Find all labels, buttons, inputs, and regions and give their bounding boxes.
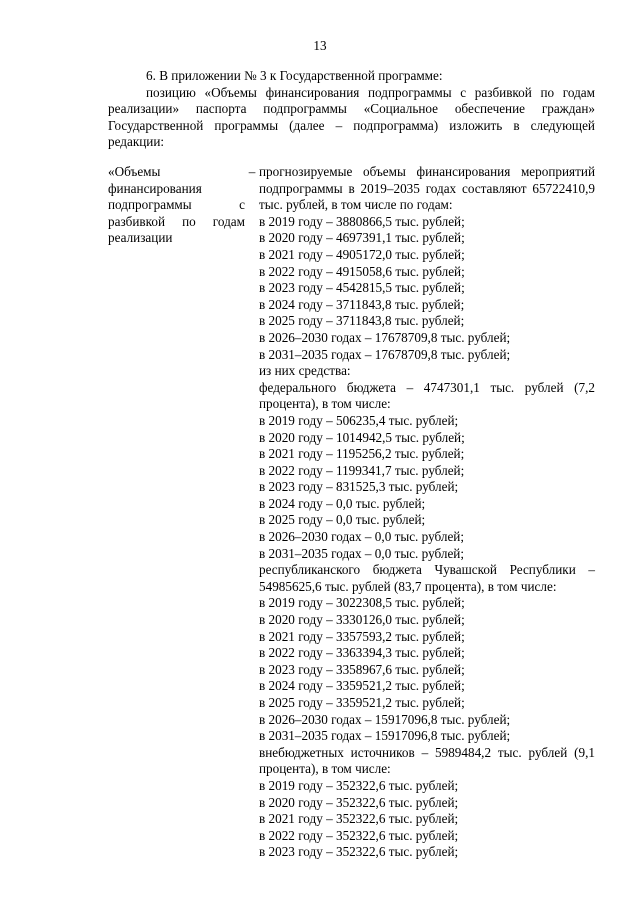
financing-line: в 2025 году – 0,0 тыс. рублей; <box>259 512 426 528</box>
financing-line: в 2022 году – 1199341,7 тыс. рублей; <box>259 462 465 478</box>
financing-line: в 2023 году – 831525,3 тыс. рублей; <box>259 479 459 495</box>
intro-position-paragraph: позицию «Объемы финансирования подпрограммы с разбивкой по годам реализации» паспорта подпрограммы «Социальное обеспечение граждан» Государственной программы (далее – подпрограмма) изложить в следующей редакции: <box>108 84 595 150</box>
financing-line: в 2019 году – 3022308,5 тыс. рублей; <box>259 595 465 611</box>
financing-line: в 2026–2030 годах – 17678709,8 тыс. рублей; <box>259 329 511 345</box>
financing-line: в 2026–2030 годах – 15917096,8 тыс. рублей; <box>259 711 511 727</box>
financing-line: в 2025 году – 3359521,2 тыс. рублей; <box>259 695 465 710</box>
financing-line: в 2020 году – 4697391,1 тыс. рублей; <box>259 230 465 246</box>
financing-line: в 2021 году – 352322,6 тыс. рублей; <box>259 811 459 827</box>
financing-line: в 2023 году – 352322,6 тыс. рублей; <box>259 844 459 860</box>
financing-line: в 2020 году – 3330126,0 тыс. рублей; <box>259 612 465 628</box>
financing-line: в 2019 году – 3880866,5 тыс. рублей; <box>259 213 465 229</box>
financing-line: в 2019 году – 352322,6 тыс. рублей; <box>259 777 459 793</box>
passport-row-label: «Объемы финансирования подпрограммы с разбивкой по годам реализации <box>108 164 245 246</box>
financing-line: в 2021 году – 4905172,0 тыс. рублей; <box>259 246 465 262</box>
financing-line: в 2024 году – 3359521,2 тыс. рублей; <box>259 678 465 694</box>
financing-line: внебюджетных источников – 5989484,2 тыс. рублей (9,1 процента), в том числе: <box>259 744 595 777</box>
financing-line: в 2031–2035 годах – 17678709,8 тыс. рублей; <box>259 346 511 362</box>
financing-line: в 2026–2030 годах – 0,0 тыс. рублей; <box>259 529 465 545</box>
financing-line: в 2023 году – 4542815,5 тыс. рублей; <box>259 280 465 296</box>
financing-line: в 2031–2035 годах – 0,0 тыс. рублей; <box>259 545 465 561</box>
intro-item-heading: 6. В приложении № 3 к Государственной программе: <box>146 68 443 83</box>
financing-line: в 2021 году – 1195256,2 тыс. рублей; <box>259 446 465 462</box>
financing-line: в 2020 году – 1014942,5 тыс. рублей; <box>259 429 465 445</box>
financing-line: в 2031–2035 годах – 15917096,8 тыс. рублей; <box>259 728 511 744</box>
financing-line: в 2020 году – 352322,6 тыс. рублей; <box>259 794 459 810</box>
passport-financing-row <box>108 164 595 861</box>
financing-line: федерального бюджета – 4747301,1 тыс. рублей (7,2 процента), в том числе: <box>259 379 595 412</box>
passport-row-content <box>259 164 595 861</box>
financing-line: в 2025 году – 3711843,8 тыс. рублей; <box>259 313 465 329</box>
financing-line: в 2022 году – 3363394,3 тыс. рублей; <box>259 645 465 661</box>
intro-section <box>108 68 595 151</box>
financing-line: в 2021 году – 3357593,2 тыс. рублей; <box>259 628 465 644</box>
financing-line: в 2019 году – 506235,4 тыс. рублей; <box>259 412 459 428</box>
financing-line: в 2024 году – 3711843,8 тыс. рублей; <box>259 296 465 312</box>
financing-line: в 2022 году – 352322,6 тыс. рублей; <box>259 827 459 843</box>
financing-line: прогнозируемые объемы финансирования мероприятий подпрограммы в 2019–2035 годах составляют 65722410,9 тыс. рублей, в том числе по годам: <box>259 164 595 213</box>
financing-line: в 2022 году – 4915058,6 тыс. рублей; <box>259 263 465 279</box>
financing-line: в 2024 году – 0,0 тыс. рублей; <box>259 495 426 511</box>
financing-line: в 2023 году – 3358967,6 тыс. рублей; <box>259 661 465 677</box>
page-number: 13 <box>313 38 327 53</box>
passport-row-dash: – <box>248 164 256 179</box>
financing-line: республиканского бюджета Чувашской Республики – 54985625,6 тыс. рублей (83,7 процента), в том числе: <box>259 562 595 594</box>
financing-line: из них средства: <box>259 363 351 379</box>
